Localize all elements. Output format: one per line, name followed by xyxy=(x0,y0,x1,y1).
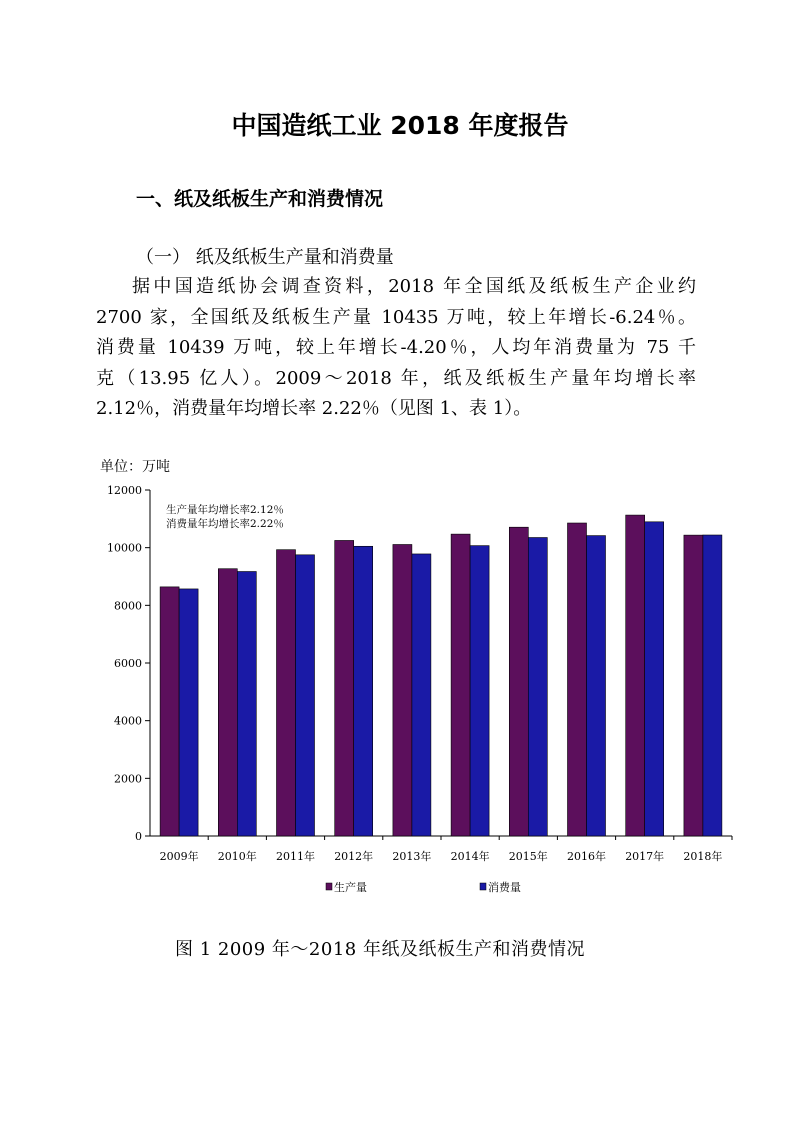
body-paragraph xyxy=(96,272,696,425)
x-tick-label: 2013年 xyxy=(392,850,432,863)
bar-consumption xyxy=(237,572,256,836)
paragraph-line: 2.12％，消费量年均增长率 2.22％（见图 1、表 1）。 xyxy=(96,398,532,419)
x-tick-label: 2018年 xyxy=(683,850,723,863)
x-tick-label: 2014年 xyxy=(450,850,490,863)
bar-production xyxy=(335,540,354,836)
paragraph-line: 克（13.95 亿人）。2009～2018 年，纸及纸板生产量年均增长率 xyxy=(96,367,696,389)
x-tick-label: 2016年 xyxy=(567,850,606,863)
legend-swatch xyxy=(326,883,332,890)
chart-unit-label: 单位：万吨 xyxy=(100,459,170,475)
paragraph-line: 消费量 10439 万吨，较上年增长-4.20％，人均年消费量为 75 千 xyxy=(96,337,696,358)
x-tick-label: 2011年 xyxy=(276,850,315,863)
bar-consumption xyxy=(412,554,431,836)
bar-production xyxy=(218,569,237,836)
bar-consumption xyxy=(354,546,373,836)
bar-consumption xyxy=(587,536,606,836)
y-tick-label: 12000 xyxy=(107,484,142,497)
y-tick-label: 0 xyxy=(135,830,142,843)
growth-rate-annotation: 生产量年均增长率2.12％ xyxy=(166,504,284,516)
section-heading: 一、纸及纸板生产和消费情况 xyxy=(136,188,384,210)
y-tick-label: 6000 xyxy=(114,657,142,670)
legend-label: 生产量 xyxy=(334,881,367,894)
bar-consumption xyxy=(703,535,722,836)
bar-production xyxy=(160,587,179,836)
bar-production xyxy=(684,535,703,836)
bar-consumption xyxy=(296,555,315,836)
y-tick-label: 4000 xyxy=(114,714,142,728)
x-tick-label: 2012年 xyxy=(334,850,374,863)
paragraph-line: 据中国造纸协会调查资料，2018 年全国纸及纸板生产企业约 xyxy=(132,276,696,297)
x-tick-label: 2015年 xyxy=(508,850,548,863)
bar-production xyxy=(451,534,470,836)
bar-chart xyxy=(0,478,800,918)
bar-consumption xyxy=(179,589,198,836)
legend-swatch xyxy=(480,883,486,890)
bar-production xyxy=(509,527,528,836)
report-title: 中国造纸工业 2018 年度报告 xyxy=(231,111,569,140)
x-tick-label: 2010年 xyxy=(217,850,257,863)
subsection-heading: （一） 纸及纸板生产量和消费量 xyxy=(136,247,394,268)
x-tick-label: 2009年 xyxy=(159,850,199,863)
x-tick-label: 2017年 xyxy=(625,850,665,863)
bar-consumption xyxy=(645,522,664,836)
y-tick-label: 2000 xyxy=(114,772,142,786)
bar-consumption xyxy=(528,538,547,836)
paragraph-line: 2700 家，全国纸及纸板生产量 10435 万吨，较上年增长-6.24％。 xyxy=(96,306,696,328)
bar-consumption xyxy=(470,546,489,836)
y-tick-label: 10000 xyxy=(107,541,142,555)
bar-production xyxy=(626,515,645,836)
bar-production xyxy=(277,550,296,836)
bar-production xyxy=(393,544,412,836)
figure-caption: 图 1 2009 年～2018 年纸及纸板生产和消费情况 xyxy=(175,939,585,960)
y-tick-label: 8000 xyxy=(114,599,142,613)
growth-rate-annotation: 消费量年均增长率2.22％ xyxy=(166,518,284,530)
bar-production xyxy=(568,523,587,836)
legend-label: 消费量 xyxy=(488,881,521,894)
